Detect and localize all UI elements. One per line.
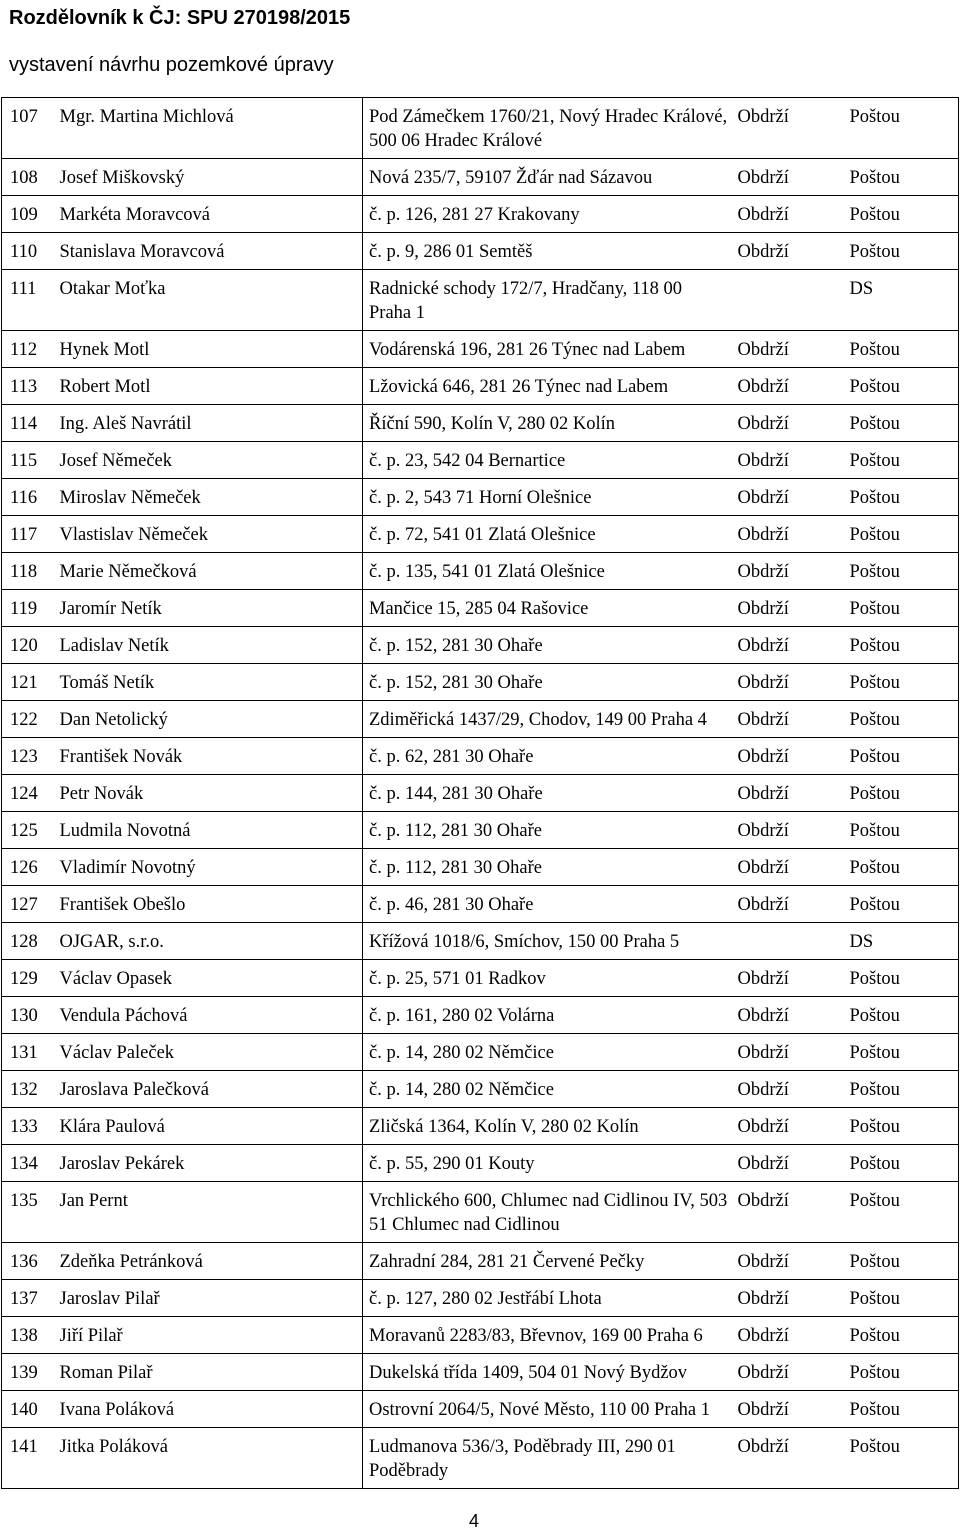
table-row xyxy=(2,664,959,701)
row-number: 135 xyxy=(2,1182,56,1243)
table-row xyxy=(2,775,959,812)
table-row xyxy=(2,98,959,159)
recipient-address: č. p. 126, 281 27 Krakovany xyxy=(363,196,728,233)
table-row xyxy=(2,331,959,368)
delivery-method: Poštou xyxy=(844,1243,959,1280)
row-number: 117 xyxy=(2,516,56,553)
row-number: 126 xyxy=(2,849,56,886)
receives-status: Obdrží xyxy=(728,1354,844,1391)
table-row xyxy=(2,1391,959,1428)
delivery-method: Poštou xyxy=(844,738,959,775)
receives-status: Obdrží xyxy=(728,590,844,627)
receives-status: Obdrží xyxy=(728,849,844,886)
recipient-name: Josef Němeček xyxy=(56,442,363,479)
receives-status: Obdrží xyxy=(728,553,844,590)
recipient-address: Radnické schody 172/7, Hradčany, 118 00 Praha 1 xyxy=(363,270,728,331)
document-subtitle: vystavení návrhu pozemkové úpravy xyxy=(9,54,334,76)
row-number: 108 xyxy=(2,159,56,196)
delivery-method: Poštou xyxy=(844,1317,959,1354)
row-number: 125 xyxy=(2,812,56,849)
recipient-address: č. p. 127, 280 02 Jestřábí Lhota xyxy=(363,1280,728,1317)
distribution-table-body xyxy=(2,98,959,1489)
row-number: 112 xyxy=(2,331,56,368)
recipient-address: č. p. 23, 542 04 Bernartice xyxy=(363,442,728,479)
receives-status: Obdrží xyxy=(728,960,844,997)
recipient-address: č. p. 161, 280 02 Volárna xyxy=(363,997,728,1034)
row-number: 140 xyxy=(2,1391,56,1428)
recipient-name: Jaroslav Pekárek xyxy=(56,1145,363,1182)
row-number: 141 xyxy=(2,1428,56,1489)
row-number: 120 xyxy=(2,627,56,664)
delivery-method: Poštou xyxy=(844,886,959,923)
delivery-method: Poštou xyxy=(844,479,959,516)
delivery-method: Poštou xyxy=(844,1280,959,1317)
recipient-name: Václav Paleček xyxy=(56,1034,363,1071)
recipient-name: Mgr. Martina Michlová xyxy=(56,98,363,159)
receives-status xyxy=(728,923,844,960)
table-row xyxy=(2,1182,959,1243)
recipient-name: Tomáš Netík xyxy=(56,664,363,701)
recipient-name: Ing. Aleš Navrátil xyxy=(56,405,363,442)
receives-status: Obdrží xyxy=(728,196,844,233)
table-row xyxy=(2,1280,959,1317)
recipient-address: č. p. 25, 571 01 Radkov xyxy=(363,960,728,997)
delivery-method: Poštou xyxy=(844,405,959,442)
row-number: 136 xyxy=(2,1243,56,1280)
recipient-name: Stanislava Moravcová xyxy=(56,233,363,270)
recipient-address: č. p. 135, 541 01 Zlatá Olešnice xyxy=(363,553,728,590)
table-row xyxy=(2,516,959,553)
table-row xyxy=(2,738,959,775)
receives-status: Obdrží xyxy=(728,738,844,775)
recipient-name: Otakar Moťka xyxy=(56,270,363,331)
row-number: 109 xyxy=(2,196,56,233)
receives-status: Obdrží xyxy=(728,997,844,1034)
recipient-name: Ladislav Netík xyxy=(56,627,363,664)
row-number: 122 xyxy=(2,701,56,738)
recipient-name: Vendula Páchová xyxy=(56,997,363,1034)
row-number: 116 xyxy=(2,479,56,516)
recipient-address: Říční 590, Kolín V, 280 02 Kolín xyxy=(363,405,728,442)
recipient-name: Jaromír Netík xyxy=(56,590,363,627)
receives-status: Obdrží xyxy=(728,701,844,738)
row-number: 118 xyxy=(2,553,56,590)
row-number: 132 xyxy=(2,1071,56,1108)
table-row xyxy=(2,553,959,590)
table-row xyxy=(2,701,959,738)
delivery-method: Poštou xyxy=(844,1108,959,1145)
table-row xyxy=(2,960,959,997)
receives-status: Obdrží xyxy=(728,1182,844,1243)
delivery-method: Poštou xyxy=(844,1428,959,1489)
delivery-method: Poštou xyxy=(844,159,959,196)
recipient-name: Hynek Motl xyxy=(56,331,363,368)
table-row xyxy=(2,442,959,479)
recipient-name: Robert Motl xyxy=(56,368,363,405)
recipient-address: Zdiměřická 1437/29, Chodov, 149 00 Praha 4 xyxy=(363,701,728,738)
recipient-name: Ivana Poláková xyxy=(56,1391,363,1428)
row-number: 124 xyxy=(2,775,56,812)
delivery-method: Poštou xyxy=(844,1354,959,1391)
delivery-method: Poštou xyxy=(844,1182,959,1243)
table-row xyxy=(2,479,959,516)
row-number: 131 xyxy=(2,1034,56,1071)
delivery-method: Poštou xyxy=(844,553,959,590)
recipient-name: Josef Miškovský xyxy=(56,159,363,196)
delivery-method: Poštou xyxy=(844,98,959,159)
recipient-name: Jiří Pilař xyxy=(56,1317,363,1354)
row-number: 121 xyxy=(2,664,56,701)
delivery-method: Poštou xyxy=(844,442,959,479)
table-row xyxy=(2,1243,959,1280)
delivery-method: Poštou xyxy=(844,590,959,627)
row-number: 115 xyxy=(2,442,56,479)
delivery-method: Poštou xyxy=(844,1034,959,1071)
recipient-address: č. p. 2, 543 71 Horní Olešnice xyxy=(363,479,728,516)
recipient-address: č. p. 144, 281 30 Ohaře xyxy=(363,775,728,812)
receives-status: Obdrží xyxy=(728,1071,844,1108)
delivery-method: Poštou xyxy=(844,997,959,1034)
recipient-name: Miroslav Němeček xyxy=(56,479,363,516)
delivery-method: Poštou xyxy=(844,849,959,886)
table-row xyxy=(2,1034,959,1071)
receives-status: Obdrží xyxy=(728,664,844,701)
recipient-address: č. p. 55, 290 01 Kouty xyxy=(363,1145,728,1182)
recipient-name: Jaroslav Pilař xyxy=(56,1280,363,1317)
table-row xyxy=(2,886,959,923)
receives-status: Obdrží xyxy=(728,442,844,479)
recipient-name: Jitka Poláková xyxy=(56,1428,363,1489)
recipient-name: Markéta Moravcová xyxy=(56,196,363,233)
delivery-method: Poštou xyxy=(844,664,959,701)
recipient-address: Moravanů 2283/83, Břevnov, 169 00 Praha 6 xyxy=(363,1317,728,1354)
receives-status: Obdrží xyxy=(728,1108,844,1145)
table-row xyxy=(2,1108,959,1145)
recipient-address: Zličská 1364, Kolín V, 280 02 Kolín xyxy=(363,1108,728,1145)
row-number: 137 xyxy=(2,1280,56,1317)
delivery-method: Poštou xyxy=(844,960,959,997)
row-number: 110 xyxy=(2,233,56,270)
table-row xyxy=(2,1071,959,1108)
table-row xyxy=(2,233,959,270)
recipient-name: Jaroslava Palečková xyxy=(56,1071,363,1108)
receives-status: Obdrží xyxy=(728,1145,844,1182)
recipient-address: Dukelská třída 1409, 504 01 Nový Bydžov xyxy=(363,1354,728,1391)
recipient-address: č. p. 112, 281 30 Ohaře xyxy=(363,849,728,886)
delivery-method: Poštou xyxy=(844,1391,959,1428)
receives-status: Obdrží xyxy=(728,1391,844,1428)
recipient-address: Zahradní 284, 281 21 Červené Pečky xyxy=(363,1243,728,1280)
recipient-address: Ostrovní 2064/5, Nové Město, 110 00 Praha 1 xyxy=(363,1391,728,1428)
recipient-address: č. p. 152, 281 30 Ohaře xyxy=(363,664,728,701)
delivery-method: Poštou xyxy=(844,516,959,553)
page-number: 4 xyxy=(469,1511,480,1531)
delivery-method: Poštou xyxy=(844,1071,959,1108)
delivery-method: DS xyxy=(844,923,959,960)
recipient-address: Mančice 15, 285 04 Rašovice xyxy=(363,590,728,627)
recipient-address: Pod Zámečkem 1760/21, Nový Hradec Králové, 500 06 Hradec Králové xyxy=(363,98,728,159)
delivery-method: Poštou xyxy=(844,331,959,368)
recipient-address: č. p. 9, 286 01 Semtěš xyxy=(363,233,728,270)
receives-status: Obdrží xyxy=(728,1034,844,1071)
row-number: 127 xyxy=(2,886,56,923)
row-number: 119 xyxy=(2,590,56,627)
recipient-address: č. p. 112, 281 30 Ohaře xyxy=(363,812,728,849)
receives-status: Obdrží xyxy=(728,331,844,368)
row-number: 114 xyxy=(2,405,56,442)
delivery-method: Poštou xyxy=(844,701,959,738)
delivery-method: Poštou xyxy=(844,775,959,812)
row-number: 130 xyxy=(2,997,56,1034)
receives-status: Obdrží xyxy=(728,1243,844,1280)
receives-status: Obdrží xyxy=(728,516,844,553)
recipient-name: Václav Opasek xyxy=(56,960,363,997)
table-row xyxy=(2,627,959,664)
row-number: 123 xyxy=(2,738,56,775)
receives-status: Obdrží xyxy=(728,1280,844,1317)
receives-status: Obdrží xyxy=(728,159,844,196)
receives-status: Obdrží xyxy=(728,368,844,405)
recipient-name: Vladimír Novotný xyxy=(56,849,363,886)
table-row xyxy=(2,368,959,405)
delivery-method: Poštou xyxy=(844,233,959,270)
delivery-method: Poštou xyxy=(844,196,959,233)
table-row xyxy=(2,812,959,849)
recipient-name: Petr Novák xyxy=(56,775,363,812)
recipient-name: Dan Netolický xyxy=(56,701,363,738)
table-row xyxy=(2,405,959,442)
recipient-name: Klára Paulová xyxy=(56,1108,363,1145)
row-number: 128 xyxy=(2,923,56,960)
recipient-address: Ludmanova 536/3, Poděbrady III, 290 01 Poděbrady xyxy=(363,1428,728,1489)
recipient-name: František Obešlo xyxy=(56,886,363,923)
receives-status: Obdrží xyxy=(728,812,844,849)
receives-status: Obdrží xyxy=(728,405,844,442)
recipient-address: Lžovická 646, 281 26 Týnec nad Labem xyxy=(363,368,728,405)
recipient-address: Vodárenská 196, 281 26 Týnec nad Labem xyxy=(363,331,728,368)
table-row xyxy=(2,1428,959,1489)
table-row xyxy=(2,270,959,331)
receives-status: Obdrží xyxy=(728,775,844,812)
row-number: 139 xyxy=(2,1354,56,1391)
recipient-name: Zdeňka Petránková xyxy=(56,1243,363,1280)
row-number: 107 xyxy=(2,98,56,159)
recipient-address: č. p. 62, 281 30 Ohaře xyxy=(363,738,728,775)
recipient-address: Vrchlického 600, Chlumec nad Cidlinou IV, 503 51 Chlumec nad Cidlinou xyxy=(363,1182,728,1243)
recipient-address: Nová 235/7, 59107 Žďár nad Sázavou xyxy=(363,159,728,196)
recipient-name: Roman Pilař xyxy=(56,1354,363,1391)
receives-status xyxy=(728,270,844,331)
table-row xyxy=(2,590,959,627)
receives-status: Obdrží xyxy=(728,627,844,664)
recipient-name: OJGAR, s.r.o. xyxy=(56,923,363,960)
delivery-method: DS xyxy=(844,270,959,331)
document-title: Rozdělovník k ČJ: SPU 270198/2015 xyxy=(9,7,351,29)
row-number: 113 xyxy=(2,368,56,405)
table-row xyxy=(2,196,959,233)
recipient-address: Křížová 1018/6, Smíchov, 150 00 Praha 5 xyxy=(363,923,728,960)
recipient-name: Marie Němečková xyxy=(56,553,363,590)
recipient-address: č. p. 72, 541 01 Zlatá Olešnice xyxy=(363,516,728,553)
receives-status: Obdrží xyxy=(728,1428,844,1489)
recipient-address: č. p. 152, 281 30 Ohaře xyxy=(363,627,728,664)
delivery-method: Poštou xyxy=(844,368,959,405)
recipient-address: č. p. 14, 280 02 Němčice xyxy=(363,1034,728,1071)
recipient-name: Jan Pernt xyxy=(56,1182,363,1243)
recipient-address: č. p. 14, 280 02 Němčice xyxy=(363,1071,728,1108)
recipient-name: František Novák xyxy=(56,738,363,775)
recipient-name: Ludmila Novotná xyxy=(56,812,363,849)
delivery-method: Poštou xyxy=(844,627,959,664)
receives-status: Obdrží xyxy=(728,886,844,923)
receives-status: Obdrží xyxy=(728,233,844,270)
table-row xyxy=(2,849,959,886)
row-number: 138 xyxy=(2,1317,56,1354)
table-row xyxy=(2,1317,959,1354)
delivery-method: Poštou xyxy=(844,1145,959,1182)
table-row xyxy=(2,923,959,960)
row-number: 129 xyxy=(2,960,56,997)
receives-status: Obdrží xyxy=(728,98,844,159)
row-number: 133 xyxy=(2,1108,56,1145)
delivery-method: Poštou xyxy=(844,812,959,849)
recipient-name: Vlastislav Němeček xyxy=(56,516,363,553)
distribution-table xyxy=(1,97,959,1489)
table-row xyxy=(2,159,959,196)
row-number: 134 xyxy=(2,1145,56,1182)
receives-status: Obdrží xyxy=(728,479,844,516)
table-row xyxy=(2,1354,959,1391)
receives-status: Obdrží xyxy=(728,1317,844,1354)
table-row xyxy=(2,1145,959,1182)
recipient-address: č. p. 46, 281 30 Ohaře xyxy=(363,886,728,923)
table-row xyxy=(2,997,959,1034)
row-number: 111 xyxy=(2,270,56,331)
